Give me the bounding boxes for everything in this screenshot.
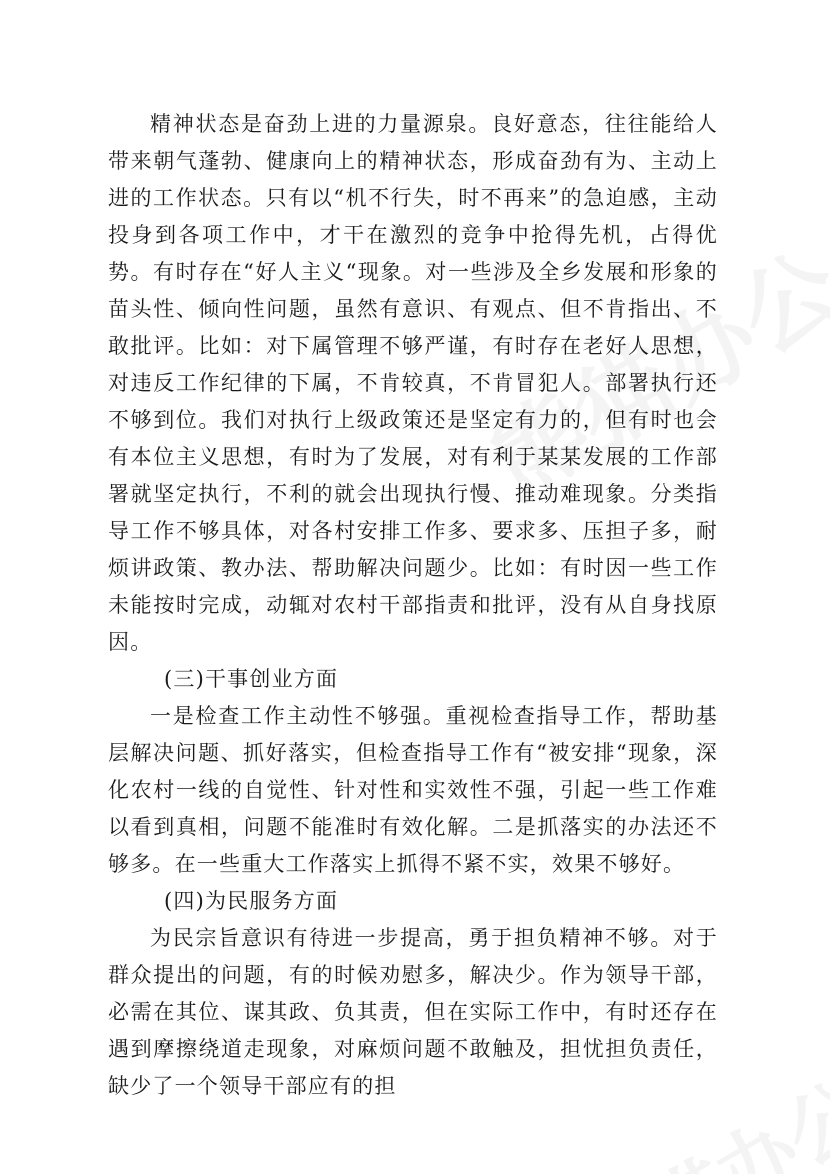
section-heading-serving-people: (四)为民服务方面: [164, 889, 339, 913]
paragraph-service-awareness: 为民宗旨意识有待进一步提高，勇于担负精神不够。对于群众提出的问题，有的时候劝慰多，解决少。作为领导干部，必需在其位、谋其政、负其责，但在实际工作中，有时还存在遇到摩擦绕道走现象，对麻烦问题不敢触及，担忧担负责任，缺少了一个领导干部应有的担: [108, 926, 718, 1098]
paragraph-spirit-state: 精神状态是奋劲上进的力量源泉。良好意态，往往能给人带来朝气蓬勃、健康向上的精神状态，形成奋劲有为、主动上进的工作状态。只有以“机不行失，时不再来”的急迫感，主动投身到各项工作中，才干在激烈的竞争中抢得先机，占得优势。有时存在“好人主义“现象。对一些涉及全乡发展和形象的苗头性、倾向性问题，虽然有意识、有观点、但不肯指出、不敢批评。比如：对下属管理不够严谨，有时存在老好人思想，对违反工作纪律的下属，不肯较真，不肯冒犯人。部署执行还不够到位。我们对执行上级政策还是坚定有力的，但有时也会有本位主义思想，有时为了发展，对有利于某某发展的工作部署就坚定执行，不利的就会出现执行慢、推动难现象。分类指导工作不够具体，对各村安排工作多、要求多、压担子多，耐烦讲政策、教办法、帮助解决问题少。比如：有时因一些工作未能按时完成，动辄对农村干部指责和批评，没有从自身找原因。: [108, 112, 718, 654]
document-body: [108, 106, 718, 1105]
paragraph-inspection-work: 一是检查工作主动性不够强。重视检查指导工作，帮助基层解决问题、抓好落实，但检查指导工作有“被安排“现象，深化农村一线的自觉性、针对性和实效性不强，引起一些工作难以看到真相，问题不能准时有效化解。二是抓落实的办法还不够多。在一些重大工作落实上抓得不紧不实，效果不够好。: [108, 704, 718, 876]
section-heading-entrepreneurship: (三)干事创业方面: [164, 667, 339, 691]
